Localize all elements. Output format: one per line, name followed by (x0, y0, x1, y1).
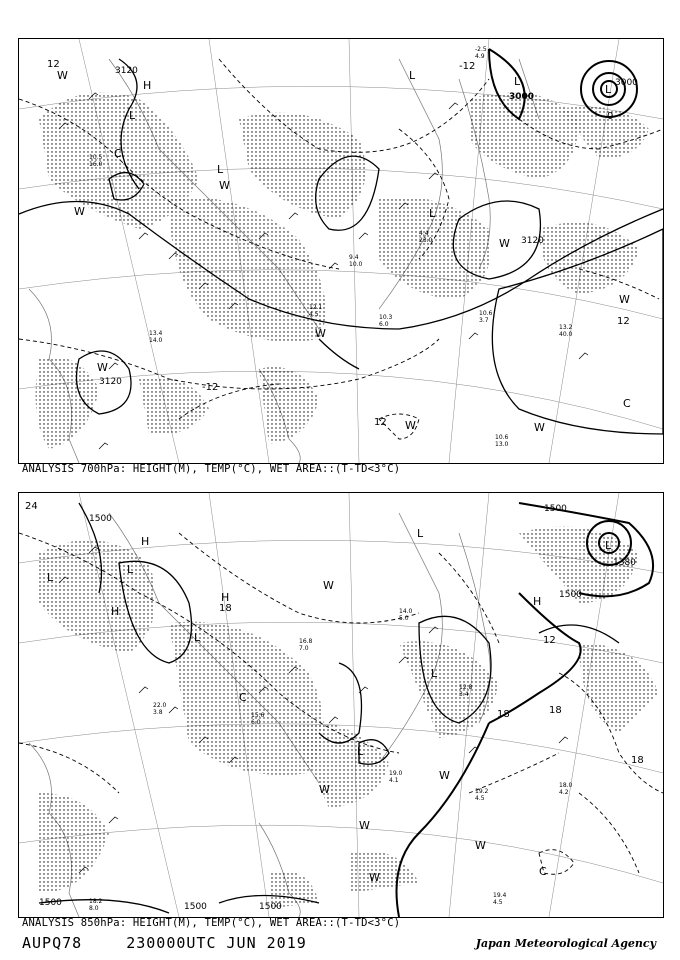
temp-label: 12 (543, 635, 556, 646)
svg-text:16.8: 16.8 (299, 638, 313, 645)
pressure-center: W (315, 327, 326, 340)
pressure-center: W (405, 419, 416, 432)
svg-text:10.3: 10.3 (379, 314, 393, 321)
svg-text:13.2: 13.2 (559, 324, 573, 331)
pressure-center: L (47, 571, 54, 584)
pressure-center: L (417, 527, 424, 540)
station-plot (475, 788, 489, 802)
svg-text:3.8: 3.8 (153, 709, 163, 716)
temp-label: 0 (607, 111, 614, 122)
svg-text:3.7: 3.7 (479, 317, 489, 324)
svg-text:9.4: 9.4 (349, 254, 359, 261)
svg-text:18.0: 18.0 (559, 782, 573, 789)
analysis-datetime: 230000UTC JUN 2019 (126, 934, 307, 952)
temp-label: 24 (25, 501, 38, 512)
height-label: 1500 (559, 590, 582, 600)
pressure-center: L (431, 667, 438, 680)
caption-850hpa: ANALYSIS 850hPa: HEIGHT(M), TEMP(°C), WET AREA::(T-TD<3°C) (22, 917, 401, 929)
pressure-center: H (111, 605, 120, 618)
svg-text:4.5: 4.5 (475, 795, 485, 802)
map-850hpa (18, 492, 664, 918)
pressure-center: L (217, 163, 224, 176)
svg-text:15.6: 15.6 (251, 712, 265, 719)
pressure-center: W (475, 839, 486, 852)
pressure-center: W (439, 769, 450, 782)
temp-label: -12 (459, 61, 476, 72)
svg-text:8.0: 8.0 (89, 905, 99, 912)
svg-text:14.0: 14.0 (149, 337, 163, 344)
pressure-center: C (623, 397, 631, 410)
pressure-center: H (221, 591, 230, 604)
svg-text:19.4: 19.4 (493, 892, 507, 899)
svg-text:4.5: 4.5 (309, 311, 319, 318)
wet-areas (36, 92, 649, 449)
svg-text:-2.5: -2.5 (475, 46, 487, 53)
svg-text:40.0: 40.0 (559, 331, 573, 338)
pressure-center: H (143, 79, 152, 92)
svg-text:13.0: 13.0 (495, 441, 509, 448)
temp-label: 12 (374, 417, 387, 428)
station-plot (153, 702, 167, 716)
svg-text:4.4: 4.4 (419, 230, 429, 237)
pressure-center: L (127, 563, 134, 576)
height-label: 1380 (613, 558, 636, 568)
svg-text:10.0: 10.0 (349, 261, 363, 268)
height-label: 3000 (509, 92, 535, 102)
temp-label: 18 (497, 709, 510, 720)
height-label: 1500 (89, 514, 112, 524)
station-plot (475, 46, 487, 60)
svg-text:4.9: 4.9 (475, 53, 485, 60)
pressure-center: L (129, 109, 136, 122)
station-plot (89, 898, 103, 912)
temp-label: 12 (47, 59, 60, 70)
svg-text:6.0: 6.0 (251, 719, 261, 726)
height-label: 1500 (184, 902, 207, 912)
pressure-center: C (114, 147, 122, 160)
temp-label: -12 (202, 382, 219, 393)
pressure-center: W (319, 783, 330, 796)
pressure-center: L (429, 207, 436, 220)
station-plot (299, 638, 313, 652)
station-plot (389, 770, 403, 784)
map-850hpa-canvas (19, 493, 663, 917)
pressure-center: L (514, 75, 521, 88)
svg-text:5.0: 5.0 (399, 615, 409, 622)
pressure-center: W (57, 69, 68, 82)
svg-text:12.8: 12.8 (459, 684, 473, 691)
svg-text:6.0: 6.0 (379, 321, 389, 328)
station-plot (559, 324, 573, 338)
svg-text:19.0: 19.0 (389, 770, 403, 777)
svg-text:4.2: 4.2 (559, 789, 569, 796)
station-plot (379, 314, 393, 328)
pressure-center: L (409, 69, 416, 82)
map-700hpa (18, 38, 664, 464)
svg-text:4.1: 4.1 (389, 777, 399, 784)
pressure-center: H (533, 595, 542, 608)
height-label: 3120 (521, 236, 544, 246)
svg-text:18.2: 18.2 (89, 898, 103, 905)
height-label: 3120 (115, 66, 138, 76)
pressure-center: W (359, 819, 370, 832)
station-plot (349, 254, 363, 268)
pressure-center: W (619, 293, 630, 306)
height-label: 1500 (544, 504, 567, 514)
svg-text:10.6: 10.6 (479, 310, 493, 317)
svg-text:10.6: 10.6 (495, 434, 509, 441)
pressure-center: L (357, 745, 364, 758)
pressure-center: L (605, 539, 612, 552)
height-label: 1500 (259, 902, 282, 912)
height-label: 3000 (615, 78, 638, 88)
svg-text:3.4: 3.4 (459, 691, 469, 698)
pressure-center: C (239, 691, 247, 704)
svg-text:19.2: 19.2 (475, 788, 489, 795)
svg-text:23.0: 23.0 (419, 237, 433, 244)
station-plot (149, 330, 163, 344)
station-plot (89, 154, 103, 168)
pressure-center: W (74, 205, 85, 218)
agency-name: Japan Meteorological Agency (475, 937, 656, 950)
pressure-center: W (534, 421, 545, 434)
temp-label: 12 (617, 316, 630, 327)
station-plot (493, 892, 507, 906)
svg-text:12.1: 12.1 (309, 304, 323, 311)
svg-text:14.0: 14.0 (399, 608, 413, 615)
pressure-center: W (369, 871, 380, 884)
svg-text:10.5: 10.5 (89, 154, 103, 161)
temp-label: 18 (631, 755, 644, 766)
height-label: 1500 (39, 898, 62, 908)
height-label: 3120 (99, 377, 122, 387)
pressure-center: W (97, 361, 108, 374)
station-plot (495, 434, 509, 448)
map-700hpa-canvas (19, 39, 663, 463)
chart-footer (22, 934, 307, 952)
station-plot (479, 310, 493, 324)
svg-text:4.5: 4.5 (493, 899, 503, 906)
station-plot (399, 608, 413, 622)
pressure-center: L (194, 631, 201, 644)
temp-label: 18 (219, 603, 232, 614)
svg-text:16.0: 16.0 (89, 161, 103, 168)
caption-700hpa: ANALYSIS 700hPa: HEIGHT(M), TEMP(°C), WET AREA::(T-TD<3°C) (22, 463, 401, 475)
svg-text:13.4: 13.4 (149, 330, 163, 337)
station-plot (559, 782, 573, 796)
pressure-center: L (605, 83, 612, 96)
pressure-center: C (539, 865, 547, 878)
pressure-center: W (219, 179, 230, 192)
svg-text:7.0: 7.0 (299, 645, 309, 652)
pressure-center: W (323, 579, 334, 592)
pressure-center: H (141, 535, 150, 548)
svg-text:22.0: 22.0 (153, 702, 167, 709)
chart-id: AUPQ78 (22, 934, 83, 952)
pressure-center: W (499, 237, 510, 250)
temp-label: 18 (549, 705, 562, 716)
